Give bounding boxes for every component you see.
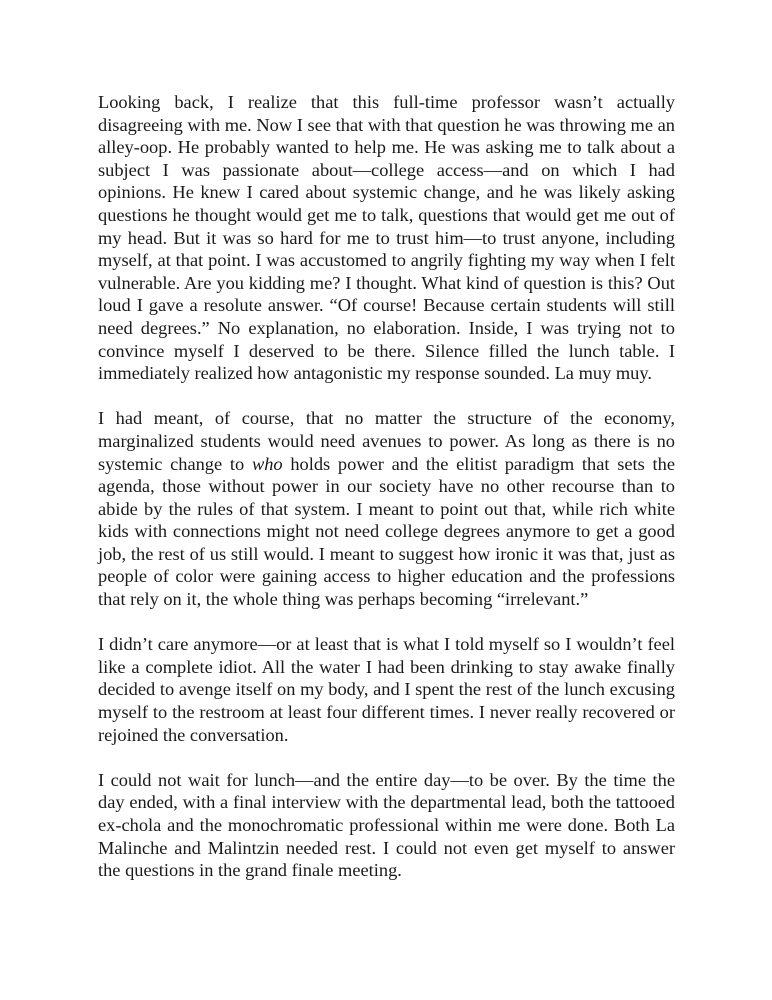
document-page xyxy=(98,91,675,882)
paragraph-text: I had meant, of course, that no matter the structure of the economy, marginalized students would need avenues to power. As long as there is no systemic change to xyxy=(98,408,675,474)
paragraph-text: Looking back, I realize that this full-time professor wasn’t actually disagreeing with me. Now I see that with that question he was throwing me an alley-oop. He probably wanted to help me. He was asking me to talk about a subject I was passionate about—college access—and on which I had opinions. He knew I cared about systemic change, and he was likely asking questions he thought would get me to talk, questions that would get me out of my head. But it was so hard for me to trust him—to trust anyone, including myself, at that point. I was accustomed to angrily fighting my way when I felt vulnerable. Are you kidding me? I thought. What kind of question is this? Out loud I gave a resolute answer. “Of course! Because certain students will still need degrees.” No explanation, no elaboration. Inside, I was trying not to convince myself I deserved to be there. Silence filled the lunch table. I immediately realized how antagonistic my response sounded. La muy muy. xyxy=(98,92,675,384)
paragraph-3 xyxy=(98,633,675,746)
paragraph-1 xyxy=(98,91,675,385)
paragraph-4 xyxy=(98,769,675,882)
paragraph-text: I could not wait for lunch—and the entire day—to be over. By the time the day ended, with a final interview with the departmental lead, both the tattooed ex-chola and the monochromatic professional within me were done. Both La Malinche and Malintzin needed rest. I could not even get myself to answer the questions in the grand finale meeting. xyxy=(98,769,675,881)
paragraph-text: I didn’t care anymore—or at least that is what I told myself so I wouldn’t feel like a complete idiot. All the water I had been drinking to stay awake finally decided to avenge itself on my body, and I spent the rest of the lunch excusing myself to the restroom at least four different times. I never really recovered or rejoined the conversation. xyxy=(98,634,675,745)
paragraph-text: holds power and the elitist paradigm that sets the agenda, those without power in our society have no other recourse than to abide by the rules of that system. I meant to point out that, while rich white kids with connections might not need college degrees anymore to get a good job, the rest of us still would. I meant to suggest how ironic it was that, just as people of color were gaining access to higher education and the professions that rely on it, the whole thing was perhaps becoming “irrelevant.” xyxy=(98,453,675,610)
paragraph-emphasis: who xyxy=(251,453,283,474)
paragraph-2 xyxy=(98,407,675,610)
